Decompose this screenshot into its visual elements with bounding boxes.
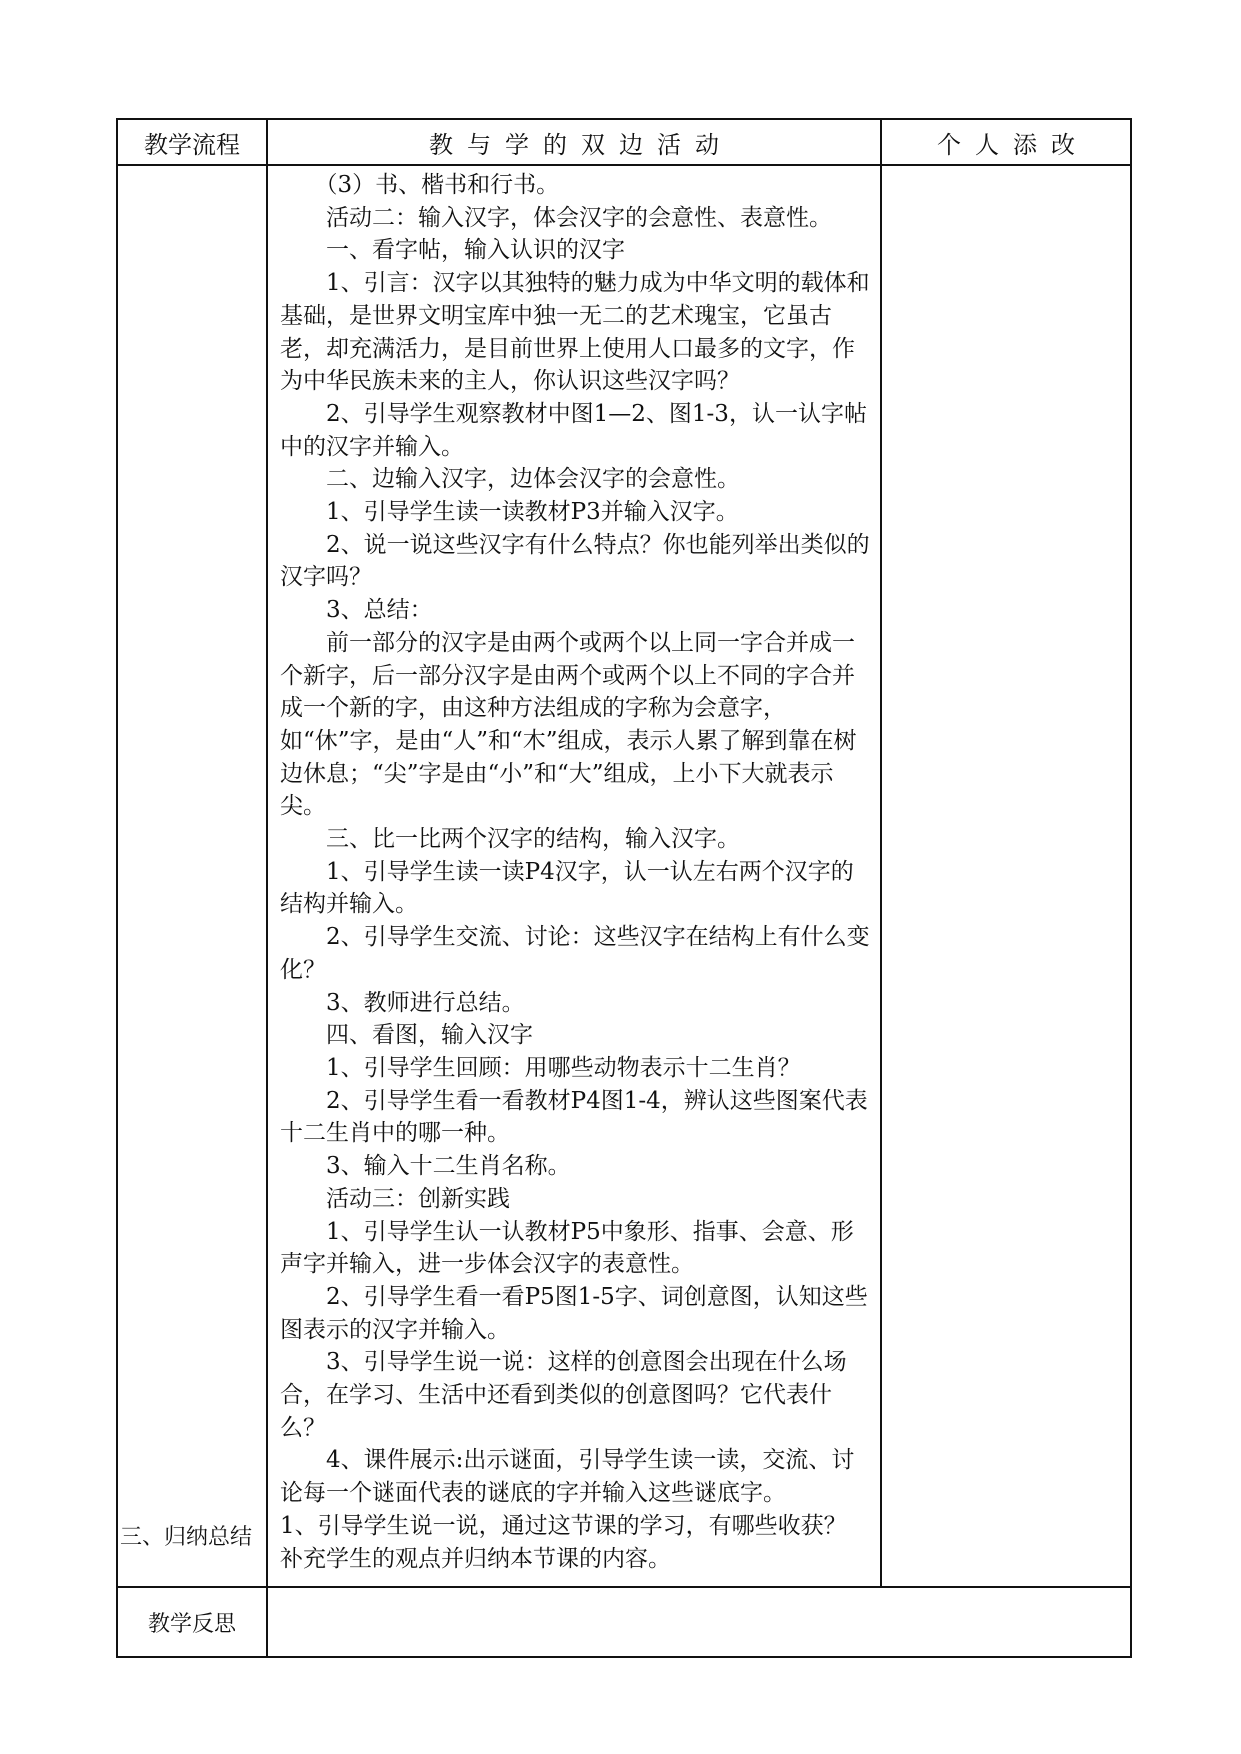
activity-paragraph: 2、说一说这些汉字有什么特点？你也能列举出类似的汉字吗？ bbox=[280, 531, 870, 591]
activity-paragraph: 1、引导学生读一读P4汉字，认一认左右两个汉字的结构并输入。 bbox=[280, 858, 854, 918]
activity-paragraph: 3、输入十二生肖名称。 bbox=[326, 1153, 571, 1180]
activities-cell bbox=[267, 165, 881, 1587]
activity-paragraph: 二、边输入汉字，边体会汉字的会意性。 bbox=[326, 466, 740, 493]
activity-paragraph: （3）书、楷书和行书。 bbox=[314, 172, 560, 198]
teaching-flow-cell bbox=[117, 165, 267, 1587]
activity-paragraph: 三、比一比两个汉字的结构，输入汉字。 bbox=[326, 826, 740, 853]
reflection-content-cell bbox=[267, 1587, 1131, 1657]
reflection-label: 教学反思 bbox=[147, 1611, 236, 1637]
header-activities bbox=[267, 119, 881, 165]
activity-paragraph: 补充学生的观点并归纳本节课的内容。 bbox=[280, 1545, 671, 1572]
activity-paragraph: 2、引导学生交流、讨论：这些汉字在结构上有什么变化？ bbox=[280, 924, 870, 983]
activity-paragraph: 3、总结： bbox=[326, 597, 433, 624]
activity-paragraph: 2、引导学生看一看P5图1-5字、词创意图，认知这些图表示的汉字并输入。 bbox=[280, 1283, 868, 1343]
activity-paragraph: 1、引言：汉字以其独特的魅力成为中华文明的载体和基础，是世界文明宝库中独一无二的艺术瑰宝，它虽古老，却充满活力，是目前世界上使用人口最多的文字，作为中华民族未来的主人，你认识这些汉字吗？ bbox=[280, 270, 870, 395]
table-body-row bbox=[117, 165, 1131, 1587]
header-teaching-flow bbox=[117, 119, 267, 165]
stage-label: 三、归纳总结 bbox=[120, 1525, 253, 1550]
header-activities-label: 教与学的双边活动 bbox=[429, 130, 733, 159]
activity-paragraph: 4、课件展示:出示谜面，引导学生读一读，交流、讨论每一个谜面代表的谜底的字并输入这些谜底字。 bbox=[280, 1447, 855, 1507]
lesson-plan-table bbox=[116, 118, 1132, 1658]
activity-paragraph: 1、引导学生认一认教材P5中象形、指事、会意、形声字并输入，进一步体会汉字的表意性。 bbox=[280, 1218, 854, 1278]
activity-paragraph: 1、引导学生回顾：用哪些动物表示十二生肖？ bbox=[326, 1054, 801, 1081]
activity-paragraph: 1、引导学生说一说，通过这节课的学习，有哪些收获？ bbox=[280, 1512, 847, 1539]
header-teaching-flow-label: 教学流程 bbox=[144, 130, 240, 159]
activity-paragraph: 3、引导学生说一说：这样的创意图会出现在什么场合，在学习、生活中还看到类似的创意图吗？它代表什么？ bbox=[280, 1349, 847, 1441]
activity-paragraph: 活动二：输入汉字，体会汉字的会意性、表意性。 bbox=[326, 204, 832, 231]
activity-paragraph: 前一部分的汉字是由两个或两个以上同一字合并成一个新字，后一部分汉字是由两个或两个以上不同的字合并成一个新的字，由这种方法组成的字称为会意字，如“休”字，是由“人”和“木”组成，表示人累了解到靠在树边休息；“尖”字是由“小”和“大”组成，上小下大就表示尖。 bbox=[280, 629, 857, 820]
header-personal-edits-label: 个人添改 bbox=[937, 130, 1089, 159]
activity-paragraph: 活动三：创新实践 bbox=[326, 1185, 510, 1212]
activities-text bbox=[268, 166, 880, 1575]
reflection-label-cell bbox=[117, 1587, 267, 1657]
activity-paragraph: 2、引导学生看一看教材P4图1-4，辨认这些图案代表十二生肖中的哪一种。 bbox=[280, 1087, 868, 1147]
table-header-row bbox=[117, 119, 1131, 165]
header-personal-edits bbox=[881, 119, 1131, 165]
activity-paragraph: 3、教师进行总结。 bbox=[326, 989, 525, 1016]
personal-edits-cell bbox=[881, 165, 1131, 1587]
activity-paragraph: 一、看字帖，输入认识的汉字 bbox=[326, 237, 625, 264]
activity-paragraph: 四、看图，输入汉字 bbox=[326, 1022, 533, 1049]
reflection-row bbox=[117, 1587, 1131, 1657]
activity-paragraph: 1、引导学生读一读教材P3并输入汉字。 bbox=[326, 499, 739, 526]
activity-paragraph: 2、引导学生观察教材中图1—2、图1-3，认一认字帖中的汉字并输入。 bbox=[280, 400, 867, 460]
